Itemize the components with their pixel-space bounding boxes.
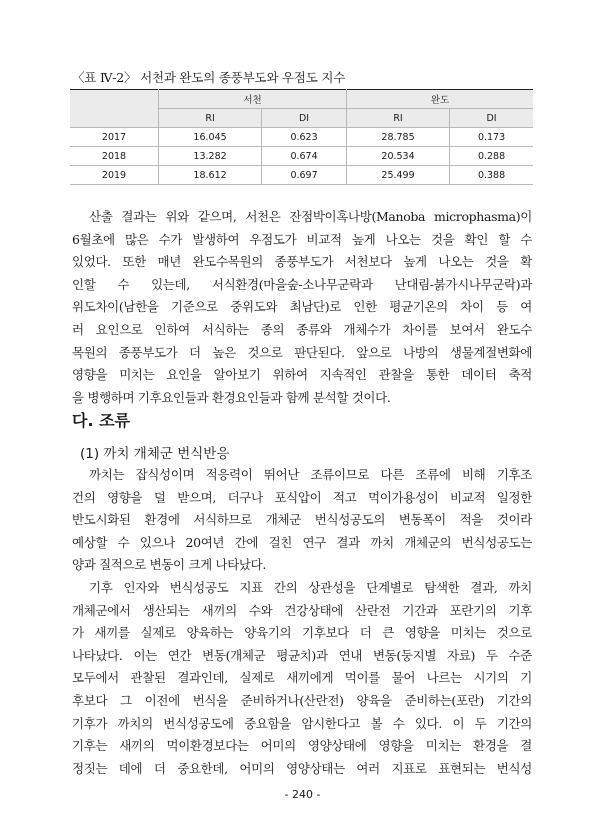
- table-caption: 〈표 Ⅳ-2〉 서천과 완도의 종풍부도와 우점도 지수: [72, 70, 346, 85]
- table-cell: 0.674: [262, 147, 347, 166]
- paragraph-results: [72, 206, 532, 409]
- text-line: 개체군에서 생산되는 새끼의 수와 건강상태에 산란전 기간과 포란기의 기후: [72, 602, 532, 618]
- table-header-row: [70, 90, 533, 109]
- page-number: - 240 -: [284, 788, 321, 801]
- text-line: 6월초에 많은 수가 발생하여 우점도가 비교적 높게 나오는 것을 확인 할 수: [72, 231, 532, 247]
- text-line: 러 요인으로 인하여 서식하는 종의 종류와 개체수가 차이를 보여서 완도수: [72, 321, 532, 337]
- subheader-cell: DI: [450, 109, 533, 128]
- text-line: 모두에서 관찰된 결과인데, 실제로 새끼에게 먹이를 물어 나르는 시기의 기: [72, 670, 532, 686]
- text-line: 반도시화된 환경에 서식하므로 개체군 번식성공도의 변동폭이 적을 것이라: [72, 512, 532, 528]
- text-line: 기후는 새끼의 먹이환경보다는 어미의 영양상태에 영향을 미치는 환경을 결: [72, 738, 532, 754]
- subheader-cell: RI: [159, 109, 262, 128]
- table-cell: 25.499: [346, 166, 449, 185]
- row-year: 2017: [70, 128, 159, 147]
- text-line: 정짓는 데에 더 중요한데, 어미의 영양상태는 여러 지표로 표현되는 번식성: [72, 760, 532, 776]
- header-seocheon: 서천: [159, 90, 347, 109]
- table-cell: 0.173: [450, 128, 533, 147]
- table-cell: 20.534: [346, 147, 449, 166]
- text-line: 산출 결과는 위와 같으며, 서천은 잔점박이혹나방(Manoba microphasma)이: [89, 209, 532, 224]
- text-line: 건의 영향을 덜 받으며, 더구나 포식압이 적고 먹이가용성이 비교적 일정한: [72, 489, 532, 505]
- text-line: 목원의 종풍부도가 더 높은 것으로 판단된다. 앞으로 나방의 생물계절변화에: [72, 344, 532, 360]
- table-cell: 0.697: [262, 166, 347, 185]
- paragraph-climate-factors: [72, 577, 532, 780]
- stats-table: [70, 89, 533, 185]
- text-line: 나타났다. 이는 연간 변동(개체군 평균치)과 연내 변동(둥지별 자료) 두 수준: [72, 647, 532, 663]
- table-row: [70, 128, 533, 147]
- text-line: 까치는 잡식성이며 적응력이 뛰어난 조류이므로 다른 조류에 비해 기후조: [89, 467, 532, 482]
- subsection-heading: (1) 까치 개체군 번식반응: [80, 446, 230, 462]
- text-line: 예상할 수 있으나 20여년 간에 걸친 연구 결과 까치 개체군의 번식성공도는: [72, 534, 532, 550]
- row-year: 2018: [70, 147, 159, 166]
- table-cell: 13.282: [159, 147, 262, 166]
- subheader-cell: DI: [262, 109, 347, 128]
- text-line: 있었다. 또한 매년 완도수목원의 종풍부도가 서천보다 높게 나오는 것을 확: [72, 254, 532, 270]
- table-row: [70, 147, 533, 166]
- text-line: 양과 질적으로 변동이 크게 나타났다.: [72, 557, 266, 573]
- paragraph-magpie-intro: [72, 464, 532, 577]
- table-row: [70, 166, 533, 185]
- text-line: 가 새끼를 실제로 양육하는 양육기의 기후보다 더 큰 영향을 미치는 것으로: [72, 625, 532, 641]
- text-line: 기후 인자와 번식성공도 지표 간의 상관성을 단계별로 탐색한 결과, 까치: [89, 580, 532, 595]
- subheader-cell: RI: [346, 109, 449, 128]
- table-cell: 0.388: [450, 166, 533, 185]
- row-year: 2019: [70, 166, 159, 185]
- text-line: 기후가 까치의 번식성공도에 중요함을 암시한다고 볼 수 있다. 이 두 기간의: [72, 715, 532, 731]
- header-corner: [70, 90, 159, 128]
- section-heading: 다. 조류: [72, 411, 131, 430]
- table-cell: 0.288: [450, 147, 533, 166]
- table-cell: 18.612: [159, 166, 262, 185]
- table-cell: 28.785: [346, 128, 449, 147]
- text-line: 위도차이(남한을 기준으로 중위도와 최남단)로 인한 평균기온의 차이 등 여: [72, 299, 532, 315]
- table-cell: 16.045: [159, 128, 262, 147]
- text-line: 인할 수 있는데, 서식환경(마을숲-소나무군락과 난대림-붉가시나무군락)과: [72, 276, 532, 292]
- text-line: 후보다 그 이전에 번식을 준비하거나(산란전) 양육을 준비하는(포란) 기간의: [72, 692, 532, 708]
- header-wando: 완도: [346, 90, 533, 109]
- text-line: 영향을 미치는 요인을 알아보기 위하여 지속적인 관찰을 통한 데이터 축적: [72, 367, 532, 383]
- table-cell: 0.623: [262, 128, 347, 147]
- text-line: 을 병행하며 기후요인들과 환경요인들과 함께 분석할 것이다.: [72, 389, 391, 405]
